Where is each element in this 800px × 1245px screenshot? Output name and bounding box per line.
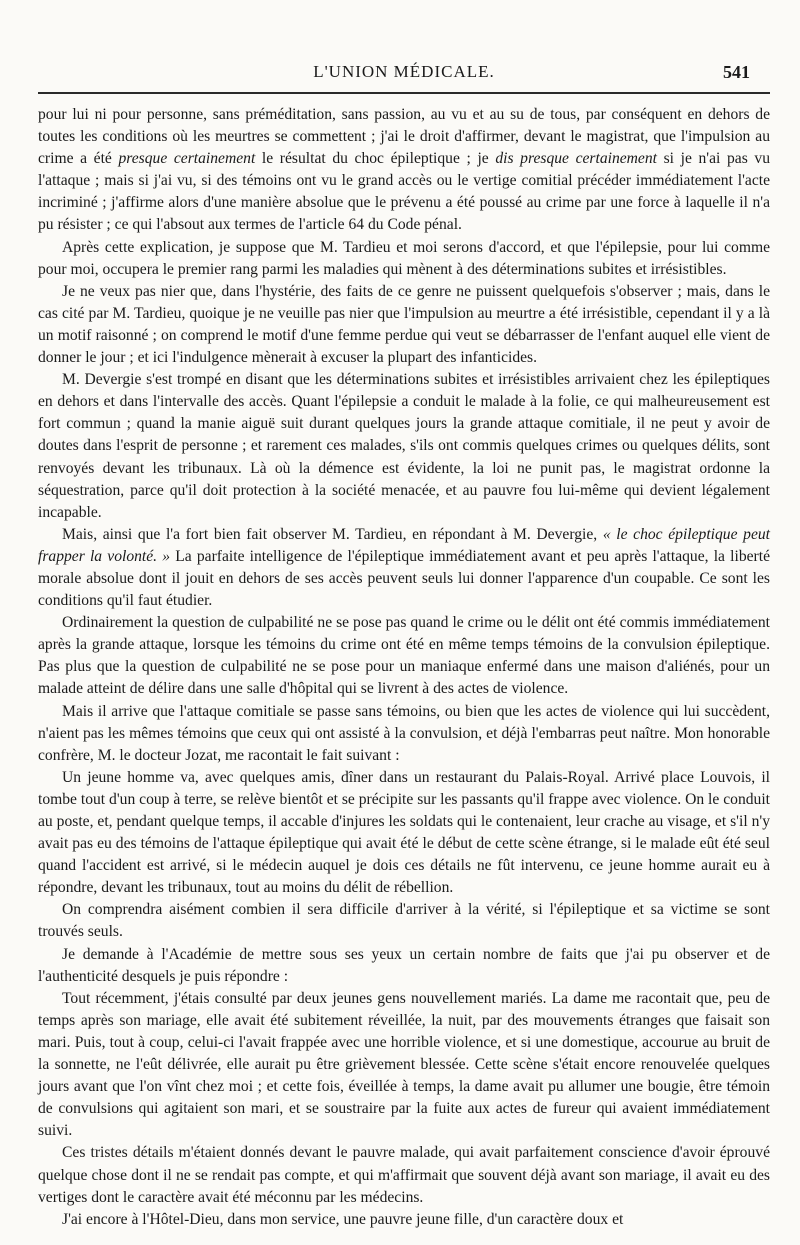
paragraph — [38, 524, 770, 612]
text-run: Je ne veux pas nier que, dans l'hystérie, des faits de ce genre ne puissent quelquefois s'observer ; mais, dans le cas cité par M. Tardieu, quoique je ne veuille pas nier que l'impulsion au meurtre a été irrésistible, cependant il y a là un motif raisonné ; on comprend le motif d'une femme perdue qui veut se débarrasser de l'enfant auquel elle vient de donner le jour ; et ici l'indulgence mènerait à excuser la plupart des infanticides. — [38, 282, 770, 367]
paragraph — [38, 237, 770, 281]
text-run: J'ai encore à l'Hôtel-Dieu, dans mon service, une pauvre jeune fille, d'un caractère doux et — [62, 1210, 624, 1228]
paragraph — [38, 104, 770, 237]
text-run: Mais, ainsi que l'a fort bien fait observer M. Tardieu, en répondant à M. Devergie, — [62, 525, 603, 543]
text-run: Après cette explication, je suppose que M. Tardieu et moi serons d'accord, et que l'épilepsie, pour lui comme pour moi, occupera le premier rang parmi les maladies qui mènent à des déterminations subites et irrésistibles. — [38, 238, 770, 278]
text-run: Un jeune homme va, avec quelques amis, dîner dans un restaurant du Palais-Royal. Arrivé place Louvois, il tombe tout d'un coup à terre, se relève bientôt et se précipite sur les passants qu'il frappe avec violence. On le conduit au poste, et, pendant quelque temps, il accable d'injures les soldats qui le contenaient, leur crache au visage, et s'il n'y avait pas eu des témoins de l'attaque épileptique qui avait été le début de cette scène étrange, si le malade eût été seul quand l'accident est arrivé, si le médecin auquel je dois ces détails ne fût intervenu, ce jeune homme aurait eu à répondre, devant les tribunaux, tout au moins du délit de rébellion. — [38, 768, 770, 897]
paragraph — [38, 988, 770, 1143]
text-run: Mais il arrive que l'attaque comitiale se passe sans témoins, ou bien que les actes de violence qui lui succèdent, n'aient pas les mêmes témoins que ceux qui ont assisté à la convulsion, et déjà l'embarras peut naître. Mon honorable confrère, M. le docteur Jozat, me racontait le fait suivant : — [38, 702, 770, 764]
paragraph — [38, 281, 770, 369]
text-run: La parfaite intelligence de l'épileptique immédiatement avant et peu après l'attaque, la liberté morale absolue dont il jouit en dehors de ses accès peuvent seuls lui donner l'apparence d'un coupable. Ce sont les conditions qu'il faut étudier. — [38, 547, 770, 610]
page-number: 541 — [723, 62, 750, 82]
paragraph — [38, 767, 770, 900]
paragraph — [38, 612, 770, 700]
text-run: Ordinairement la question de culpabilité ne se pose pas quand le crime ou le délit ont été commis immédiatement après la grande attaque, lorsque les témoins du crime ont été en même temps témoins de la convulsion épileptique. Pas plus que la question de culpabilité ne se pose pour un maniaque enfermé dans une maison d'aliénés, pour un malade atteint de délire dans une salle d'hôpital qui se livrent à des actes de violence. — [38, 614, 770, 698]
paragraph — [38, 899, 770, 943]
text-run: le résultat du choc épileptique ; je — [255, 150, 496, 168]
text-run: Ces tristes détails m'étaient donnés devant le pauvre malade, qui avait parfaitement conscience d'avoir éprouvé quelque chose dont il ne se rendait pas compte, et qui m'affirmait que souvent déjà avant son mariage, il avait eu des vertiges dont le caractère avait été méconnu par les médecins. — [38, 1144, 770, 1206]
paragraph — [38, 1209, 770, 1231]
text-run: pour lui ni pour personne, sans préméditation, sans passion, au vu et au su de tous, par conséquent en dehors de toutes les conditions où les meurtres se commettent ; j'ai le droit d'affirmer, devant le magistrat, que l'impulsion au crime a été — [38, 106, 770, 168]
body-text — [38, 104, 770, 1231]
text-run: Tout récemment, j'étais consulté par deux jeunes gens nouvellement mariés. La dame me racontait que, peu de temps après son mariage, elle avait été subitement réveillée, la nuit, par des mouvements étranges que faisait son mari. Puis, tout à coup, celui-ci l'avait frappée avec une horrible violence, et si une domestique, accourue au bruit de la sonnette, ne l'eût délivrée, elle aurait pu être grièvement blessée. Cette scène s'était encore renouvelée quelques jours avant que l'on vînt chez moi ; et cette fois, éveillée à temps, la dame avait pu allumer une bougie, être témoin de convulsions qui agitaient son mari, et se soustraire par la fuite aux actes de fureur qui avaient immédiatement suivi. — [38, 989, 770, 1140]
paragraph — [38, 701, 770, 767]
page-header — [38, 52, 770, 94]
paragraph — [38, 944, 770, 988]
italic-run: dis presque certainement — [495, 150, 657, 168]
text-run: M. Devergie s'est trompé en disant que les déterminations subites et irrésistibles arrivaient chez les épileptiques en dehors et dans l'intervalle des accès. Quant l'épilepsie a conduit le malade à la folie, ce qui malheureusement est fort commun ; quand la manie aiguë suit durant quelques jours la grande attaque comitiale, il ne peut y avoir de doutes dans l'esprit de personne ; et rarement ces malades, s'ils ont commis quelques crimes ou quelques délits, sont renvoyés devant les tribunaux. Là où la démence est évidente, la loi ne punit pas, le magistrat ordonne la séquestration, parce qu'il doit protection à la société menacée, et au pauvre fou lui-même qui devient légalement incapable. — [38, 371, 770, 521]
text-run: On comprendra aisément combien il sera difficile d'arriver à la vérité, si l'épileptique et sa victime se sont trouvés seuls. — [38, 901, 770, 941]
text-run: Je demande à l'Académie de mettre sous ses yeux un certain nombre de faits que j'ai pu observer et de l'authenticité desquels je puis répondre : — [38, 945, 770, 985]
italic-run: « le choc épileptique peut frapper la volonté. » — [38, 525, 770, 565]
paragraph — [38, 369, 770, 524]
running-head: L'UNION MÉDICALE. — [313, 62, 495, 81]
text-run: si je n'ai pas vu l'attaque ; mais si j'ai vu, si des témoins ont vu le grand accès ou le vertige comitial précéder immédiatement l'acte incriminé ; j'affirme alors d'une manière absolue que le prévenu a été poussé au crime par une force à laquelle il n'a pu résister ; ce qui l'absout aux termes de l'article 64 du Code pénal. — [38, 150, 770, 234]
paragraph — [38, 1142, 770, 1208]
italic-run: presque certainement — [118, 150, 256, 168]
